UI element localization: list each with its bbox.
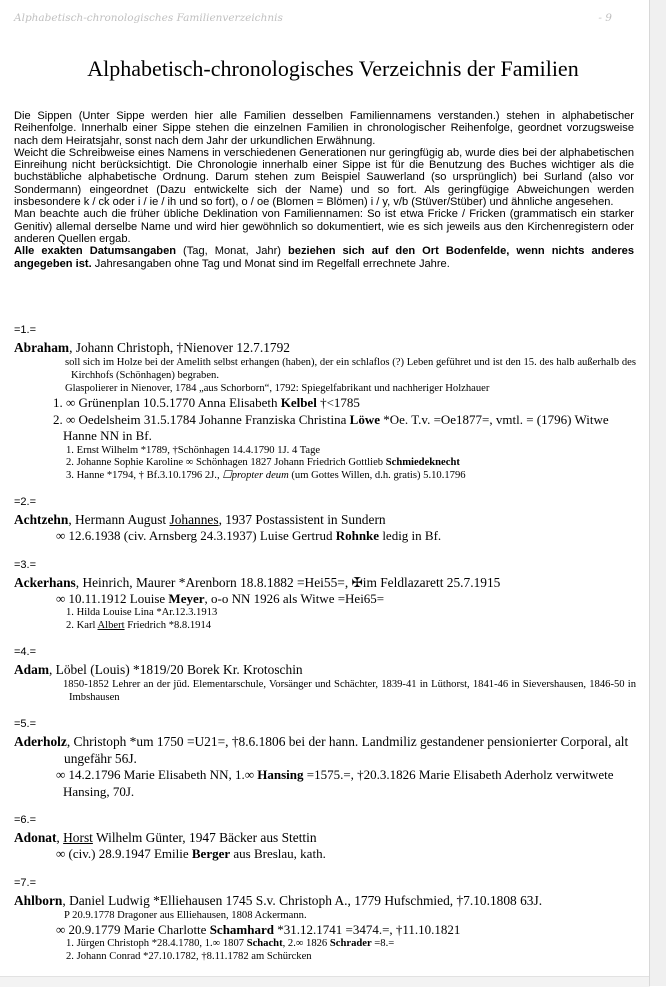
running-header — [14, 12, 612, 28]
family-entry-ahlborn — [14, 877, 638, 964]
intro-paragraph-2: Weicht die Schreibweise eines Namens in verschiedenen Generationen nur geringfügig ab, wurde dies bei der alphabetischen Einreihung nicht berücksichtigt. Die Chronologie innerhalb einer Sippe ist für die Benutzung des Buches wichtiger als die buchstäbliche alphabetische Ordnung. Darum stehen zum Beispiel Sauwerland (so ursprünglich) bei Surland (also vor Sondermann) eingeordnet (Dazu entwickelte sich der Name) und so fort. Als geringfügige Abweichungen werden insbesondere k / ck oder i / ie / ih und so fort), o / oe (Blomen = Blömen) i / y, v/b (Stüver/Stüber) und ähnliche angesehen. — [14, 146, 634, 209]
entry-marker: =7.= — [14, 876, 37, 889]
entry-marker: =4.= — [14, 646, 37, 659]
entry-marker: =2.= — [14, 496, 37, 509]
child-line: 1. Ernst Wilhelm *1789, †Schönhagen 14.4.1790 1J. 4 Tage — [66, 444, 321, 456]
child-line: 2. Johann Conrad *27.10.1782, †8.11.1782 am Schürcken — [66, 951, 312, 963]
intro-text — [14, 110, 634, 270]
family-entry-adam — [14, 646, 638, 704]
entry-marker: =5.= — [14, 718, 37, 731]
running-title: Alphabetisch-chronologisches Familienverzeichnis — [14, 12, 283, 24]
intro-paragraph-4: Alle exakten Datumsangaben (Tag, Monat, Jahr) beziehen sich auf den Ort Bodenfelde, wenn nichts anderes angegeben ist. Jahresangaben ohne Tag und Monat sind im Regelfall errechnete Jahre. — [14, 245, 634, 270]
entry-heading: Aderholz, Christoph *um 1750 =U21=, †8.6.1806 bei der hann. Landmiliz gestandener pensionierter Corporal, alt ungefähr 56J. — [14, 734, 629, 767]
child-line: 3. Hanne *1794, † Bf.3.10.1796 2J., ☐propter deum (um Gottes Willen, d.h. gratis) 5.10.1796 — [66, 469, 466, 481]
marriage-line: 1. ∞ Grünenplan 10.5.1770 Anna Elisabeth Kelbel †<1785 — [53, 395, 360, 410]
surname: Adam — [14, 662, 49, 678]
surname: Ahlborn — [14, 892, 63, 908]
entry-marker: =1.= — [14, 324, 37, 336]
marriage-line: ∞ (civ.) 28.9.1947 Emilie Berger aus Breslau, kath. — [56, 846, 326, 862]
entry-marker: =6.= — [14, 814, 37, 827]
child-line: 2. Johanne Sophie Karoline ∞ Schönhagen 1827 Johann Friedrich Gottlieb Schmiedeknecht — [66, 457, 460, 469]
intro-paragraph-3: Man beachte auch die früher übliche Deklination von Familiennamen: So ist etwa Fricke / Fricken (grammatisch ein starker Genitiv) allemal derselbe Name und wird hier gewöhnlich so dokumentiert, wie es sich jeweils aus den Kirchenregistern oder anderen Quellen ergab. — [14, 208, 634, 245]
entry-heading: Achtzehn, Hermann August Johannes, 1937 Postassistent in Sundern — [14, 512, 386, 528]
entry-note: soll sich im Holze bei der Amelith selbst erhangen (haben), der ein schlaflos (?) Leben geführet und ist den 15. des halb außerhalb des Kirchhofs (Schönhagen) begraben. — [65, 357, 636, 381]
family-entry-achtzehn — [14, 496, 638, 545]
surname: Ackerhans — [14, 574, 76, 590]
entry-heading: Ackerhans, Heinrich, Maurer *Arenborn 18.8.1882 =Hei55=, ✠im Feldlazarett 25.7.1915 — [14, 574, 501, 590]
child-line: 1. Hilda Louise Lina *Ar.12.3.1913 — [66, 607, 218, 619]
vertical-scrollbar[interactable] — [649, 0, 666, 986]
marriage-line: ∞ 10.11.1912 Louise Meyer, o-o NN 1926 als Witwe =Hei65= — [56, 590, 385, 606]
family-entries — [14, 324, 638, 978]
entry-note: 1850-1852 Lehrer an der jüd. Elementarschule, Vorsänger und Schächter, 1839-41 in Lüthorst, 1841-46 in Sievershausen, 1846-50 in Imbshausen — [63, 679, 636, 704]
entry-heading: Adam, Löbel (Louis) *1819/20 Borek Kr. Krotoschin — [14, 662, 303, 678]
page-number: - 9 — [598, 12, 612, 24]
intro-paragraph-1: Die Sippen (Unter Sippe werden hier alle Familien desselben Familiennamens verstanden.) stehen in alphabetischer Reihenfolge. Innerhalb einer Sippe stehen die einzelnen Familien in chronologischer Reihenfolge, geordnet vorzugsweise nach dem Heiratsjahr, sonst nach dem Jahr der urkundlichen Erwähnung. — [14, 110, 634, 147]
surname: Abraham — [14, 340, 70, 355]
child-line: 1. Jürgen Christoph *28.4.1780, 1.∞ 1807 Schacht, 2.∞ 1826 Schrader =8.= — [66, 938, 395, 950]
entry-heading: Abraham, Johann Christoph, †Nienover 12.7.1792 — [14, 340, 290, 355]
surname: Achtzehn — [14, 512, 69, 528]
family-entry-abraham — [14, 324, 638, 482]
page-bottom-edge — [0, 976, 650, 987]
entry-note: Glaspolierer in Nienover, 1784 „aus Schorborn“, 1792: Spiegelfabrikant und nachheriger Holzhauer — [65, 383, 490, 394]
entry-marker: =3.= — [14, 558, 37, 571]
marriage-line: ∞ 14.2.1796 Marie Elisabeth NN, 1.∞ Hansing =1575.=, †20.3.1826 Marie Elisabeth Aderholz verwitwete Hansing, 70J. — [56, 767, 614, 799]
surname: Aderholz — [14, 734, 67, 750]
family-entry-adonat — [14, 814, 638, 863]
marriage-line: ∞ 20.9.1779 Marie Charlotte Schamhard *31.12.1741 =3474.=, †11.10.1821 — [56, 921, 461, 937]
surname: Adonat — [14, 830, 57, 846]
child-line: 2. Karl Albert Friedrich *8.8.1914 — [66, 619, 212, 631]
family-entry-ackerhans — [14, 559, 638, 633]
page-title: Alphabetisch-chronologisches Verzeichnis der Familien — [87, 56, 579, 81]
marriage-line: 2. ∞ Oedelsheim 31.5.1784 Johanne Franziska Christina Löwe *Oe. T.v. =Oe1877=, vmtl. = (1796) Witwe Hanne NN in Bf. — [53, 411, 609, 443]
entry-heading: Adonat, Horst Wilhelm Günter, 1947 Bäcker aus Stettin — [14, 830, 317, 846]
marriage-line: ∞ 12.6.1938 (civ. Arnsberg 24.3.1937) Luise Gertrud Rohnke ledig in Bf. — [56, 528, 442, 544]
family-entry-aderholz — [14, 718, 638, 800]
entry-heading: Ahlborn, Daniel Ludwig *Elliehausen 1745 S.v. Christoph A., 1779 Hufschmied, †7.10.1808 63J. — [14, 892, 543, 908]
entry-note: P 20.9.1778 Dragoner aus Elliehausen, 1808 Ackermann. — [64, 909, 307, 921]
